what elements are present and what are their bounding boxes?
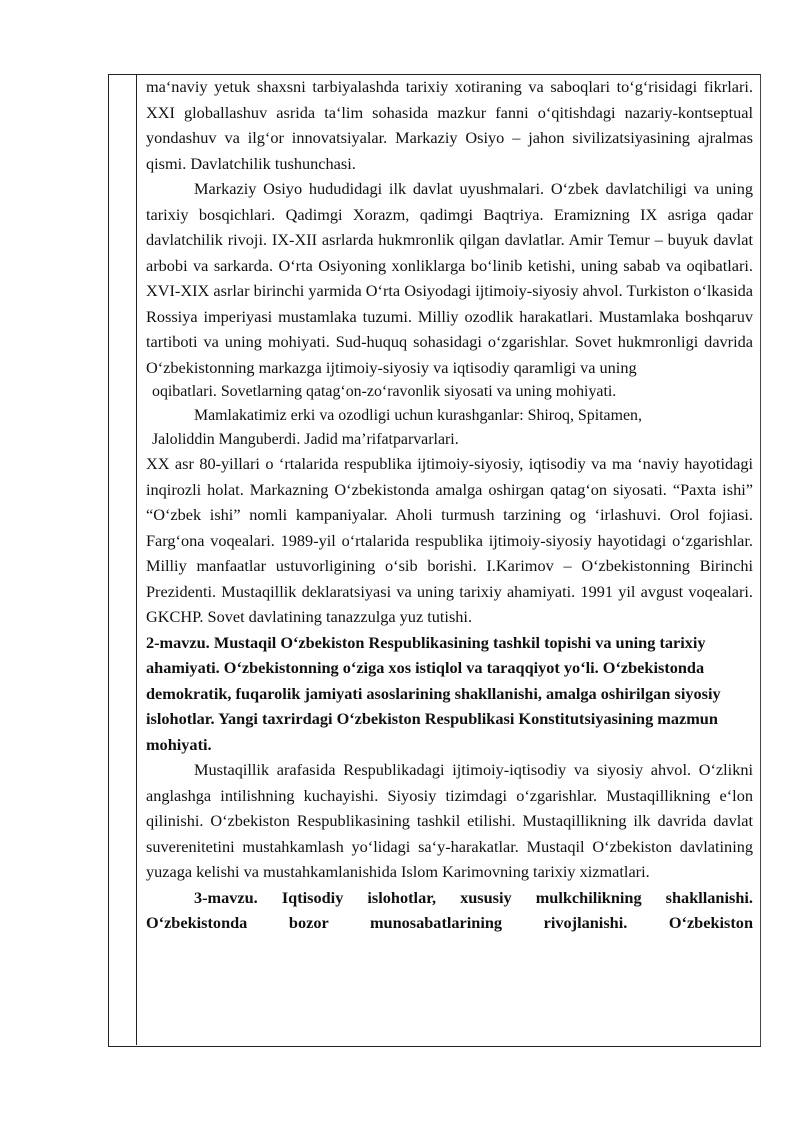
table-left-column [108, 74, 137, 1045]
paragraph-intro: ma‘naviy yetuk shaxsni tarbiyalashda tarixiy xotiraning va saboqlari to‘g‘risidagi fikrlari. XXI globallashuv asrida ta‘lim sohasida mazkur fanni o‘qitishdagi nazariy-kontseptual yondashuv va ilg‘or innovatsiyalar. Markaziy Osiyo – jahon sivilizatsiyasining ajralmas qismi. Davlatchilik tushunchasi. [146, 77, 753, 173]
paragraph-soviet-policy: oqibatlari. Sovetlarning qatag‘on-zo‘ravonlik siyosati va uning mohiyati. [152, 383, 617, 400]
table-content-cell [146, 74, 753, 936]
paragraph-statehood: Markaziy Osiyo hududidagi ilk davlat uyushmalari. O‘zbek davlatchiligi va uning tarixiy bosqichlari. Qadimgi Xorazm, qadimgi Baqtriya. Eramizning IX asriga qadar davlatchilik rivoji. IX-XII asrlarda hukmronlik qilgan davlatlar. Amir Temur – buyuk davlat arbobi va sarkarda. O‘rta Osiyoning xonliklarga bo‘linib ketishi, uning sabab va oqibatlari. XVI-XIX asrlar birinchi yarmida O‘rta Osiyodagi ijtimoiy-siyosiy ahvol. Turkiston o‘lkasida Rossiya imperiyasi mustamlaka tuzumi. Milliy ozodlik harakatlari. Mustamlaka boshqaruv tartiboti va uning mohiyati. Sud-huquq sohasidagi o‘zgarishlar. Sovet hukmronligi davrida O‘zbekistonning markazga ijtimoiy-siyosiy va iqtisodiy qaramligi va uning [146, 179, 753, 377]
topic-3-heading: 3-mavzu. Iqtisodiy islohotlar, xususiy mulkchilikning shakllanishi. O‘zbekistonda bozor munosabatlarining rivojlanishi. O‘zbekiston [146, 887, 753, 933]
topic-2-heading: 2-mavzu. Mustaqil O‘zbekiston Respublikasining tashkil topishi va uning tarixiy ahamiyati. O‘zbekistonning o‘ziga xos istiqlol va taraqqiyot yo‘li. O‘zbekistonda demokratik, fuqarolik jamiyati asoslarining shakllanishi, amalga oshirilgan siyosiy islohotlar. Yangi taxrirdagi O‘zbekiston Respublikasi Konstitutsiyasining mazmun mohiyati. [146, 632, 721, 754]
paragraph-heroes: Mamlakatimiz erki va ozodligi uchun kurashganlar: Shiroq, Spitamen, [194, 406, 642, 424]
paragraph-independence: Mustaqillik arafasida Respublikadagi ijtimoiy-iqtisodiy va siyosiy ahvol. O‘zlikni anglashga intilishning kuchayishi. Siyosiy tizimdagi o‘zgarishlar. Mustaqillikning e‘lon qilinishi. O‘zbekiston Respublikasining tashkil etilishi. Mustaqillikning ilk davrida davlat suverenitetini mustahkamlash yo‘lidagi sa‘y-harakatlar. Mustaqil O‘zbekiston davlatining yuzaga kelishi va mustahkamlanishida Islom Karimovning tarixiy xizmatlari. [146, 760, 753, 882]
paragraph-jadids: Jaloliddin Manguberdi. Jadid ma’rifatparvarlari. [152, 430, 459, 448]
paragraph-crisis-1980s: XX asr 80-yillari o ‘rtalarida respublika ijtimoiy-siyosiy, iqtisodiy va ma ‘naviy hayotidagi inqirozli holat. Markazning O‘zbekistonda amalga oshirgan qatag‘on siyosati. “Paxta ishi” “O‘zbek ishi” nomli kampaniyalar. Aholi turmush tarzining og ‘irlashuvi. Orol fojiasi. Farg‘ona voqealari. 1989-yil o‘rtalarida respublika ijtimoiy-siyosiy hayotidagi o‘zgarishlar. Milliy manfaatlar ustuvorligining o‘sib borishi. I.Karimov – O‘zbekistonning Birinchi Prezidenti. Mustaqillik deklaratsiyasi va uning tarixiy ahamiyati. 1991 yil avgust voqealari. GKCHP. Sovet davlatining tanazzulga yuz tutishi. [146, 454, 753, 627]
